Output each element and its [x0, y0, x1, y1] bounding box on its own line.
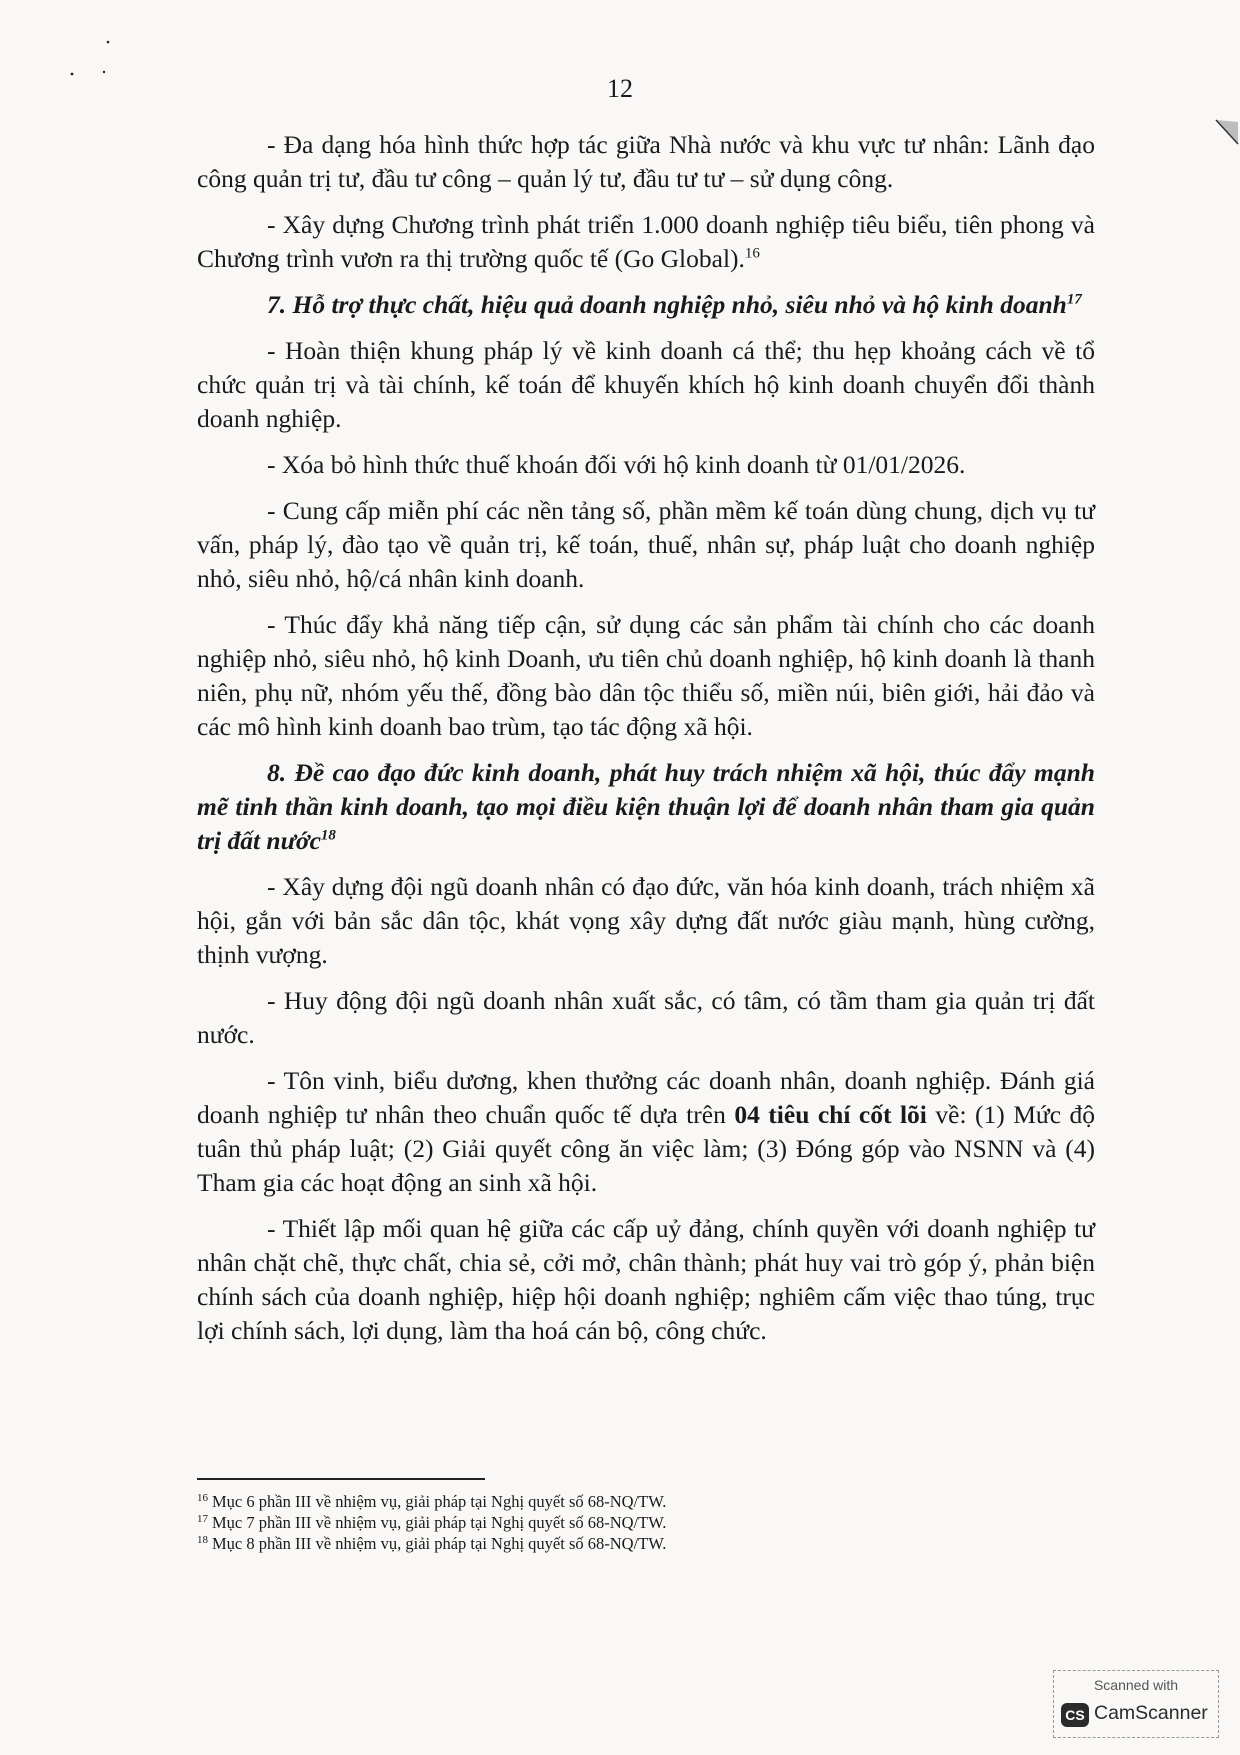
emphasis-text: 04 tiêu chí cốt lõi: [734, 1100, 927, 1129]
footnote-reference: 18: [320, 827, 336, 844]
paragraph-text: về: (1) Mức độ tuân thủ pháp luật; (2) Giải quyết công ăn việc làm; (3) Đóng góp vào NSNN và (4) Tham gia các hoạt động an sinh xã hội.: [197, 1100, 1096, 1197]
paragraph: [197, 1212, 1095, 1348]
footnote-reference: 16: [744, 245, 760, 262]
watermark-brand: CamScanner: [1094, 1702, 1208, 1724]
paragraph-text: - Thiết lập mối quan hệ giữa các cấp uỷ đảng, chính quyền với doanh nghiệp tư nhân chặt chẽ, thực chất, chia sẻ, cởi mở, chân thành; phát huy vai trò góp ý, phản biện chính sách của doanh nghiệp, hiệp hội doanh nghiệp; nghiêm cấm việc thao túng, trục lợi chính sách, lợi dụng, làm tha hoá cán bộ, công chức.: [197, 1214, 1095, 1345]
footnote: [197, 1512, 897, 1533]
footnote-text: Mục 7 phần III về nhiệm vụ, giải pháp tại Nghị quyết số 68-NQ/TW.: [212, 1513, 667, 1532]
footnote: [197, 1491, 897, 1512]
paragraph-text: - Thúc đẩy khả năng tiếp cận, sử dụng các sản phẩm tài chính cho các doanh nghiệp nhỏ, siêu nhỏ, hộ kinh Doanh, ưu tiên chủ doanh nghiệp, hộ kinh doanh là thanh niên, phụ nữ, nhóm yếu thế, đồng bào dân tộc thiểu số, miền núi, biên giới, hải đảo và các mô hình kinh doanh bao trùm, tạo tác động xã hội.: [197, 610, 1095, 741]
paragraph: [197, 128, 1095, 196]
paragraph-text: - Xây dựng Chương trình phát triển 1.000 doanh nghiệp tiêu biểu, tiên phong và Chương trình vươn ra thị trường quốc tế (Go Global).: [197, 210, 1095, 273]
footnote-number: 17: [197, 1512, 208, 1525]
footnote-separator: [197, 1478, 485, 1480]
paragraph-text: - Cung cấp miễn phí các nền tảng số, phần mềm kế toán dùng chung, dịch vụ tư vấn, pháp lý, đào tạo về quản trị, kế toán, thuế, nhân sự, pháp luật cho doanh nghiệp nhỏ, siêu nhỏ, hộ/cá nhân kinh doanh.: [197, 496, 1095, 593]
footnote-text: Mục 6 phần III về nhiệm vụ, giải pháp tại Nghị quyết số 68-NQ/TW.: [212, 1492, 667, 1511]
footnote-text: Mục 8 phần III về nhiệm vụ, giải pháp tại Nghị quyết số 68-NQ/TW.: [212, 1534, 667, 1553]
footnote: [197, 1533, 897, 1554]
footnotes: [197, 1491, 897, 1554]
paragraph: [197, 870, 1095, 972]
paragraph-text: - Huy động đội ngũ doanh nhân xuất sắc, có tâm, có tầm tham gia quản trị đất nước.: [197, 986, 1095, 1049]
paragraph: [197, 448, 1095, 482]
page-number: 12: [607, 74, 633, 103]
footnote-number: 18: [197, 1533, 208, 1546]
camscanner-logo-icon: CS: [1061, 1703, 1089, 1727]
paragraph-text: - Xóa bỏ hình thức thuế khoán đối với hộ kinh doanh từ 01/01/2026.: [267, 450, 966, 479]
footnote-reference: 17: [1066, 291, 1082, 308]
watermark-caption: Scanned with: [1093, 1677, 1179, 1693]
paragraph-text: 7. Hỗ trợ thực chất, hiệu quả doanh nghiệp nhỏ, siêu nhỏ và hộ kinh doanh: [267, 290, 1067, 319]
paragraph-text: - Xây dựng đội ngũ doanh nhân có đạo đức, văn hóa kinh doanh, trách nhiệm xã hội, gắn với bản sắc dân tộc, khát vọng xây dựng đất nước giàu mạnh, hùng cường, thịnh vượng.: [197, 872, 1095, 969]
paragraph-text: - Đa dạng hóa hình thức hợp tác giữa Nhà nước và khu vực tư nhân: Lãnh đạo công quản trị tư, đầu tư công – quản lý tư, đầu tư tư – sử dụng công.: [197, 130, 1095, 193]
section-heading: [197, 756, 1095, 858]
paragraph: [197, 1064, 1095, 1200]
paragraph-text: - Tôn vinh, biểu dương, khen thưởng các doanh nhân, doanh nghiệp. Đánh giá doanh nghiệp tư nhân theo chuẩn quốc tế dựa trên: [197, 1066, 1095, 1129]
footnote-number: 16: [197, 1491, 208, 1504]
document-body: [197, 128, 1095, 1360]
paragraph: [197, 984, 1095, 1052]
paragraph-text: 8. Đề cao đạo đức kinh doanh, phát huy trách nhiệm xã hội, thúc đẩy mạnh mẽ tinh thần kinh doanh, tạo mọi điều kiện thuận lợi để doanh nhân tham gia quản trị đất nước: [197, 758, 1095, 855]
paragraph: [197, 608, 1095, 744]
corner-fold-mark: [1214, 118, 1240, 148]
paragraph: [197, 494, 1095, 596]
section-heading: [197, 288, 1095, 322]
paragraph: [197, 334, 1095, 436]
paragraph: [197, 208, 1095, 276]
paragraph-text: - Hoàn thiện khung pháp lý về kinh doanh cá thể; thu hẹp khoảng cách về tổ chức quản trị và tài chính, kế toán để khuyến khích hộ kinh doanh chuyển đổi thành doanh nghiệp.: [197, 336, 1095, 433]
camscanner-watermark: [1053, 1670, 1219, 1738]
